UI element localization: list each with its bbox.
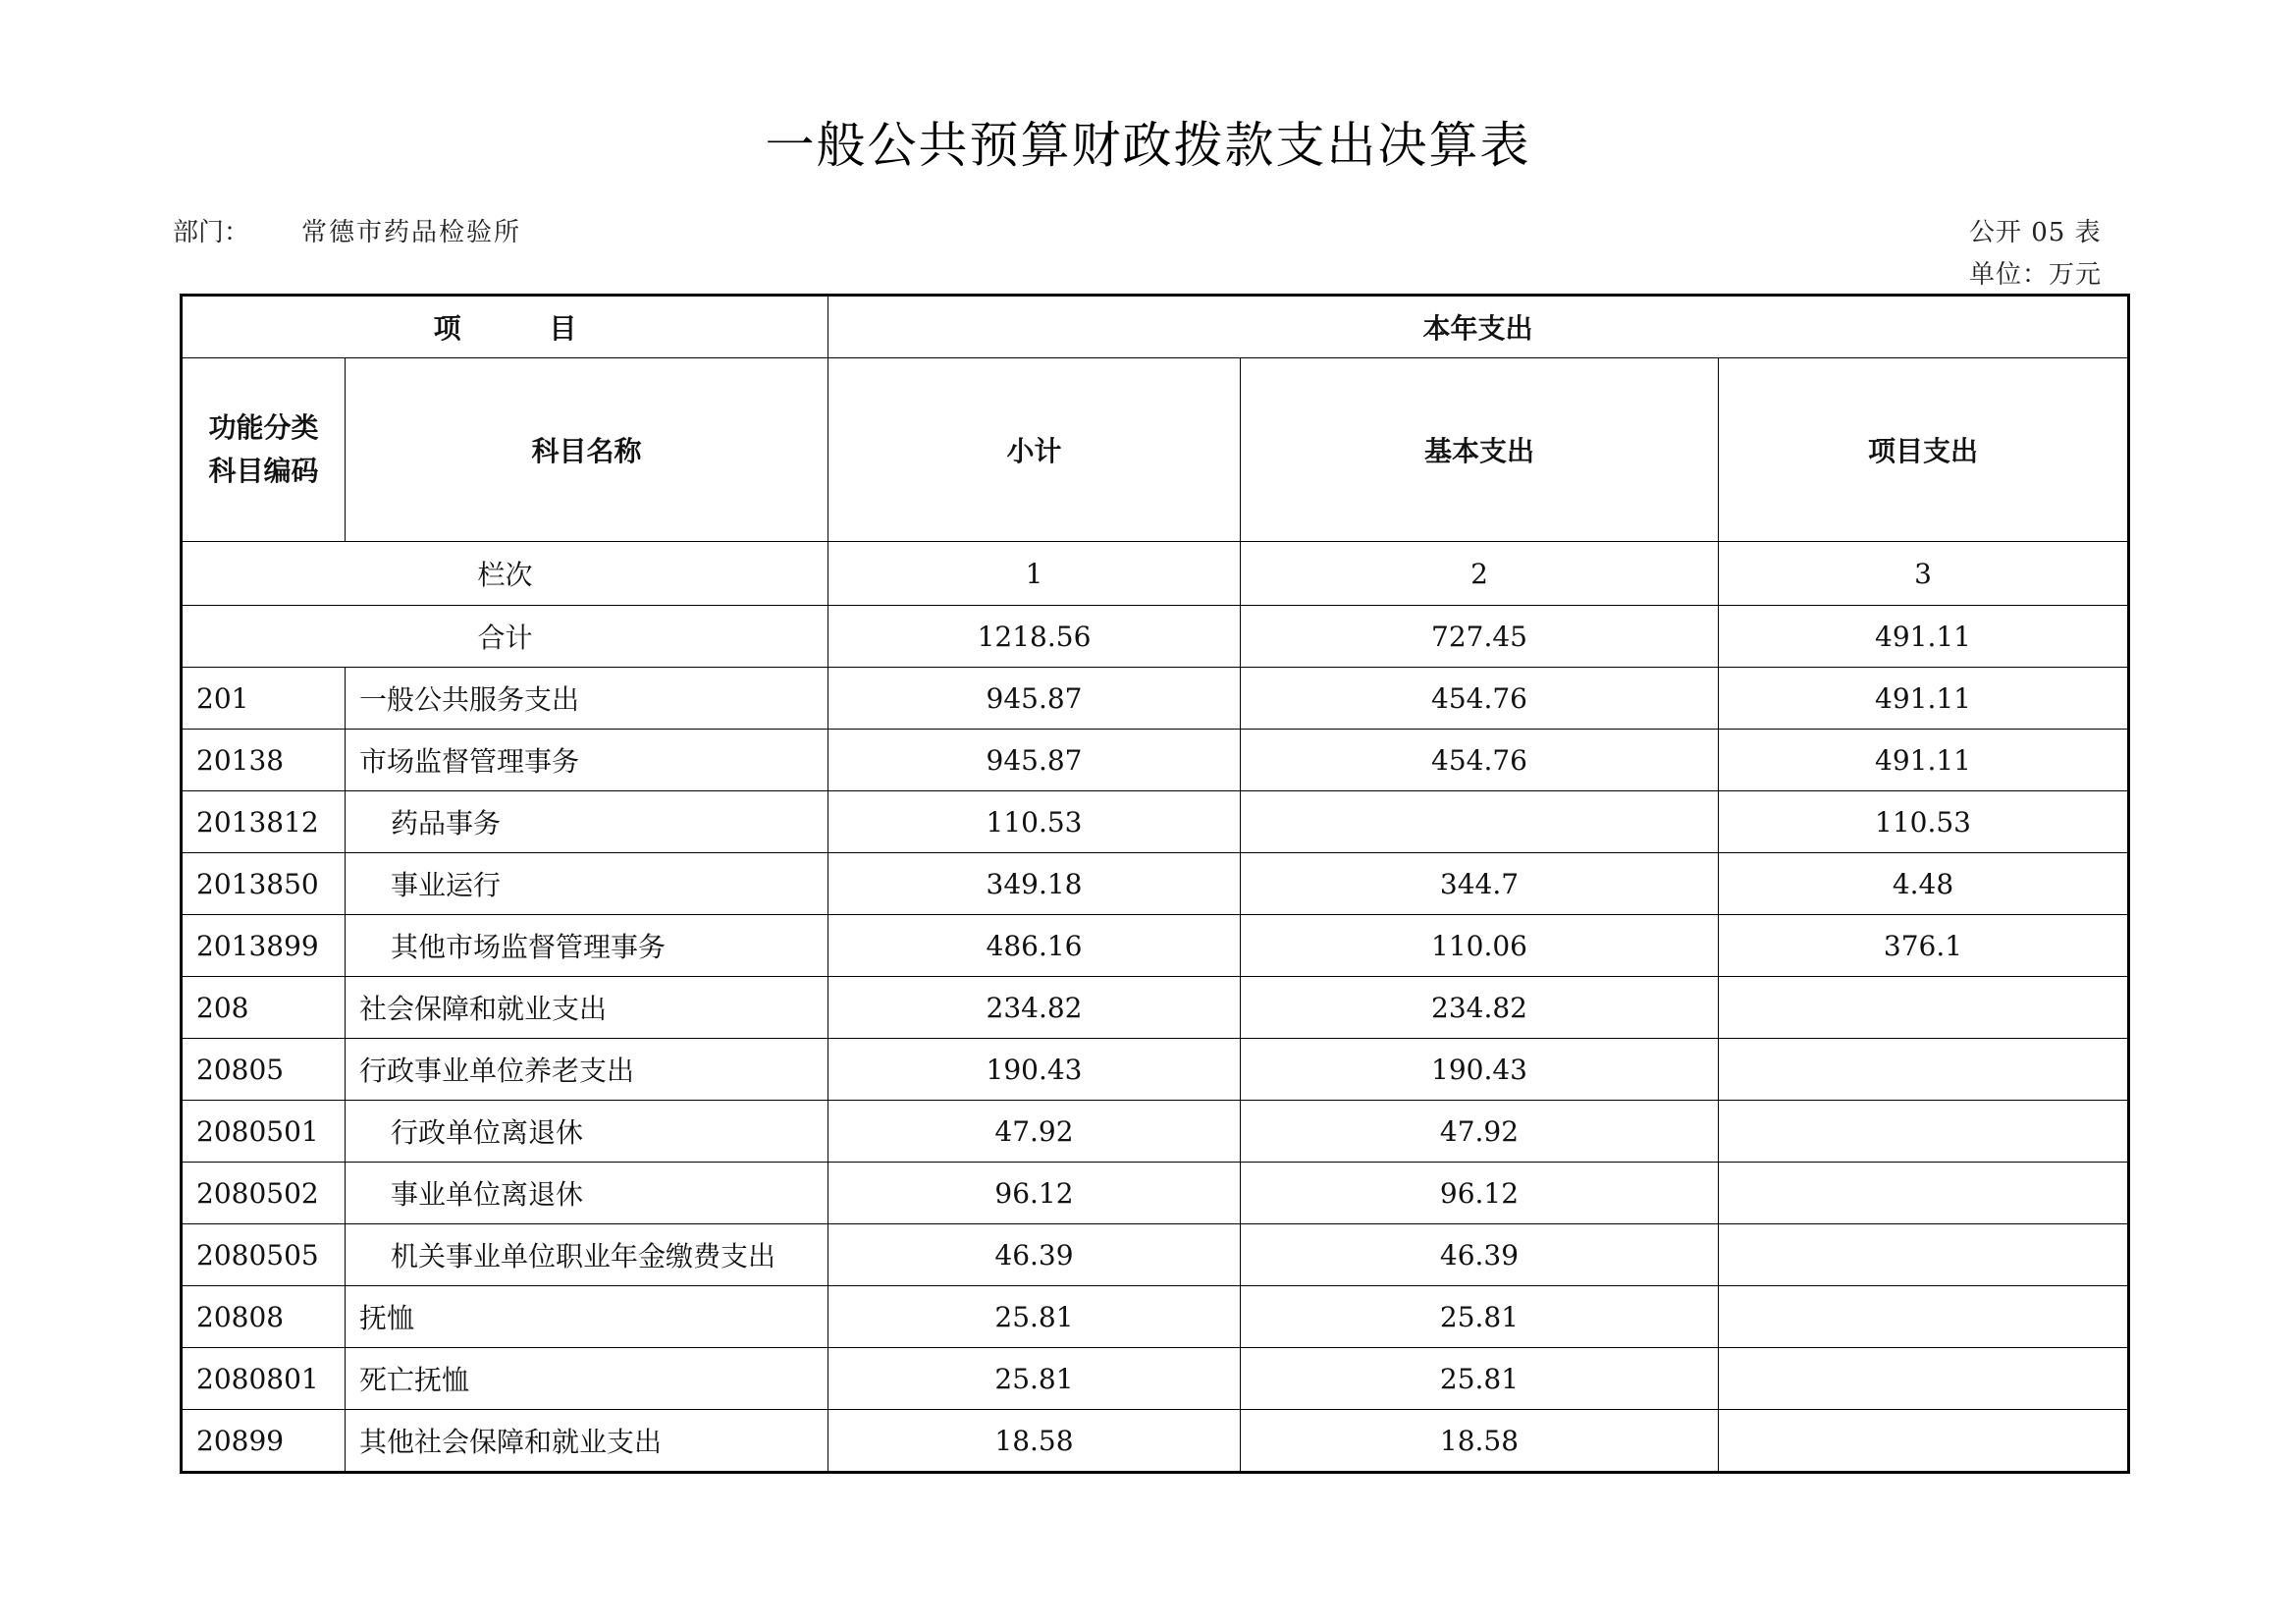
row-project: 376.1 [1719, 915, 2129, 977]
header-project-cell: 项目支出 [1719, 358, 2129, 542]
row-name: 其他社会保障和就业支出 [346, 1410, 828, 1473]
table-row [182, 1101, 2129, 1163]
table-row [182, 1348, 2129, 1410]
header-name-cell: 科目名称 [346, 358, 828, 542]
row-name: 一般公共服务支出 [346, 668, 828, 730]
row-project: 4.48 [1719, 853, 2129, 915]
row-basic: 25.81 [1241, 1348, 1719, 1410]
total-subtotal: 1218.56 [828, 606, 1241, 668]
header-item-cell [182, 296, 828, 358]
table-row [182, 1039, 2129, 1101]
table-row [182, 1410, 2129, 1473]
row-name: 行政事业单位养老支出 [346, 1039, 828, 1101]
table-row [182, 1224, 2129, 1286]
row-name: 社会保障和就业支出 [346, 977, 828, 1039]
total-label: 合计 [182, 606, 828, 668]
header-code-line1: 功能分类 [208, 411, 319, 444]
column-index-1: 1 [828, 542, 1241, 606]
row-subtotal: 945.87 [828, 668, 1241, 730]
row-basic: 46.39 [1241, 1224, 1719, 1286]
total-project: 491.11 [1719, 606, 2129, 668]
row-basic: 454.76 [1241, 668, 1719, 730]
row-code: 208 [182, 977, 346, 1039]
column-index-row [182, 542, 2129, 606]
header-year-label: 本年支出 [1422, 312, 1533, 345]
row-subtotal: 46.39 [828, 1224, 1241, 1286]
row-code: 2080801 [182, 1348, 346, 1410]
header-year-cell [828, 296, 2129, 358]
row-subtotal: 96.12 [828, 1163, 1241, 1224]
row-subtotal: 25.81 [828, 1348, 1241, 1410]
row-code: 20805 [182, 1039, 346, 1101]
table-row [182, 915, 2129, 977]
form-number: 公开 05 表 [1969, 218, 2102, 247]
row-project: 491.11 [1719, 730, 2129, 791]
row-code: 2013899 [182, 915, 346, 977]
table-row [182, 730, 2129, 791]
row-code: 2080501 [182, 1101, 346, 1163]
table-row [182, 977, 2129, 1039]
row-subtotal: 47.92 [828, 1101, 1241, 1163]
table-row [182, 668, 2129, 730]
row-subtotal: 190.43 [828, 1039, 1241, 1101]
budget-table [180, 294, 2130, 1474]
page-title: 一般公共预算财政拨款支出决算表 [765, 117, 1531, 174]
column-index-3: 3 [1719, 542, 2129, 606]
row-basic: 47.92 [1241, 1101, 1719, 1163]
row-subtotal: 25.81 [828, 1286, 1241, 1348]
row-code: 201 [182, 668, 346, 730]
row-code: 2080502 [182, 1163, 346, 1224]
row-project [1719, 1039, 2129, 1101]
row-project: 491.11 [1719, 668, 2129, 730]
row-name: 其他市场监督管理事务 [346, 915, 828, 977]
row-project [1719, 1101, 2129, 1163]
header-basic-cell: 基本支出 [1241, 358, 1719, 542]
row-project [1719, 1286, 2129, 1348]
row-project [1719, 1224, 2129, 1286]
row-subtotal: 234.82 [828, 977, 1241, 1039]
row-name: 机关事业单位职业年金缴费支出 [346, 1224, 828, 1286]
column-index-2: 2 [1241, 542, 1719, 606]
row-name: 死亡抚恤 [346, 1348, 828, 1410]
department-label: 部门： [173, 218, 250, 247]
row-code: 2013850 [182, 853, 346, 915]
row-code: 20899 [182, 1410, 346, 1473]
table-row [182, 1163, 2129, 1224]
header-code-cell [182, 358, 346, 542]
total-row [182, 606, 2129, 668]
row-subtotal: 945.87 [828, 730, 1241, 791]
row-subtotal: 486.16 [828, 915, 1241, 977]
header-code-line2: 科目编码 [208, 455, 319, 487]
column-index-label: 栏次 [182, 542, 828, 606]
row-name: 事业单位离退休 [346, 1163, 828, 1224]
unit-label: 单位：万元 [1969, 260, 2103, 290]
header-row-top [182, 296, 2129, 358]
row-subtotal: 18.58 [828, 1410, 1241, 1473]
row-basic: 110.06 [1241, 915, 1719, 977]
row-basic: 96.12 [1241, 1163, 1719, 1224]
row-name: 行政单位离退休 [346, 1101, 828, 1163]
table-row [182, 1286, 2129, 1348]
department-name: 常德市药品检验所 [301, 218, 522, 247]
row-basic: 234.82 [1241, 977, 1719, 1039]
header-item-label: 项 目 [433, 312, 616, 345]
row-project [1719, 1163, 2129, 1224]
row-basic: 18.58 [1241, 1410, 1719, 1473]
row-basic: 344.7 [1241, 853, 1719, 915]
row-name: 抚恤 [346, 1286, 828, 1348]
row-project: 110.53 [1719, 791, 2129, 853]
row-basic: 454.76 [1241, 730, 1719, 791]
row-project [1719, 1348, 2129, 1410]
row-basic: 25.81 [1241, 1286, 1719, 1348]
row-code: 20808 [182, 1286, 346, 1348]
row-code: 2013812 [182, 791, 346, 853]
total-basic: 727.45 [1241, 606, 1719, 668]
row-name: 市场监督管理事务 [346, 730, 828, 791]
header-row-columns [182, 358, 2129, 542]
row-name: 药品事务 [346, 791, 828, 853]
table-row [182, 791, 2129, 853]
table-row [182, 853, 2129, 915]
header-subtotal-cell: 小计 [828, 358, 1241, 542]
row-code: 2080505 [182, 1224, 346, 1286]
row-project [1719, 977, 2129, 1039]
row-subtotal: 349.18 [828, 853, 1241, 915]
row-name: 事业运行 [346, 853, 828, 915]
row-code: 20138 [182, 730, 346, 791]
row-subtotal: 110.53 [828, 791, 1241, 853]
row-project [1719, 1410, 2129, 1473]
row-basic: 190.43 [1241, 1039, 1719, 1101]
row-basic [1241, 791, 1719, 853]
